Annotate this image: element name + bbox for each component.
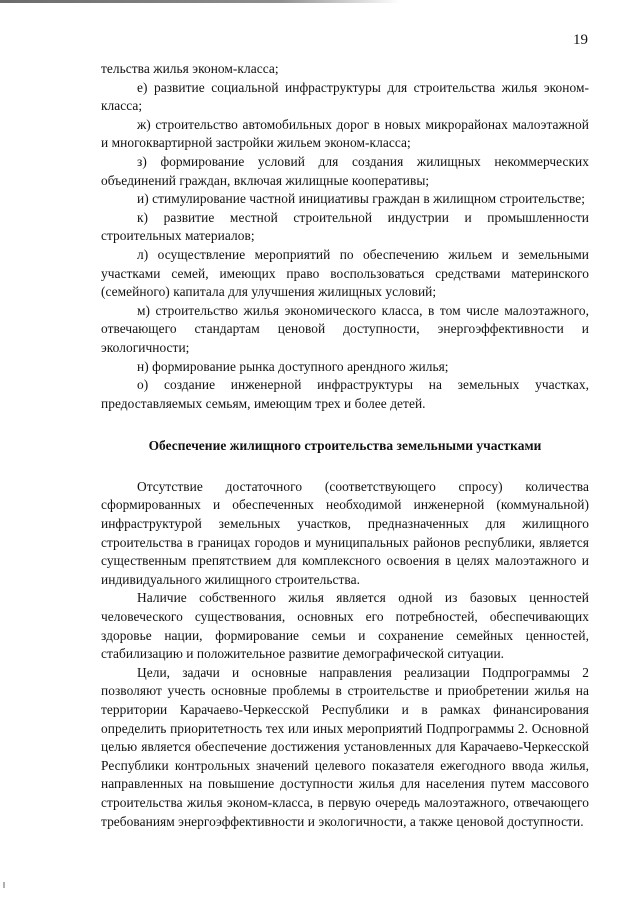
list-item-n: н) формирование рынка доступного арендного жилья;	[137, 358, 449, 374]
paragraph-goals: Цели, задачи и основные направления реализации Подпрограммы 2 позволяют учесть основные проблемы в строительстве и приобретении жилья на территории Карачаево-Черкесской Республики и в рамках финансирования определить приоритетность тех или иных мероприятий Подпрограммы 2. Основной целью является обеспечение достижения установленных для Карачаево-Черкесской Республики контрольных значений целевого показателя ежегодного ввода жилья, направленных на повышение доступности жилья для населения путем массового строительства жилья эконом-класса, в первую очередь малоэтажного, отвечающего требованиям энергоэффективности и экологичности, а также ценовой доступности.	[101, 664, 589, 829]
list-item-zh: ж) строительство автомобильных дорог в новых микрорайонах малоэтажной и многоквартирной застройки жильем эконом-класса;	[101, 116, 589, 151]
paragraph-housing-value: Наличие собственного жилья является одной из базовых ценностей человеческого существования, основных его потребностей, обеспечивающих здоровье нации, формирование семьи и сохранение семейных ценностей, стабилизацию и положительное развитие демографической ситуации.	[101, 590, 589, 662]
list-item-l: л) осуществление мероприятий по обеспечению жильем и земельными участками семей, имеющих право воспользоваться средствами материнского (семейного) капитала для улучшения жилищных условий;	[101, 246, 589, 300]
scan-edge-line	[0, 0, 400, 3]
section-heading: Обеспечение жилищного строительства земельными участками	[148, 438, 542, 454]
page-number: 19	[573, 32, 588, 48]
document-body	[101, 60, 589, 831]
list-item-i: и) стимулирование частной инициативы граждан в жилищном строительстве;	[137, 191, 586, 207]
list-item-k: к) развитие местной строительной индустрии и промышленности строительных материалов;	[101, 209, 589, 244]
list-item-o: о) создание инженерной инфраструктуры на земельных участках, предоставляемых семьям, имеющим трех и более детей.	[101, 377, 589, 411]
list-item-e: е) развитие социальной инфраструктуры для строительства жилья эконом-класса;	[101, 79, 589, 114]
paragraph-land-shortage: Отсутствие достаточного (соответствующего спросу) количества сформированных и обеспеченных необходимой инженерной (коммунальной) инфраструктурой земельных участков, предназначенных для жилищного строительства в границах городов и муниципальных районов республики, является существенным препятствием для комплексного освоения в целях малоэтажного и индивидуального жилищного строительства.	[101, 478, 589, 587]
list-item-m: м) строительство жилья экономического класса, в том числе малоэтажного, отвечающего стандартам ценовой доступности, энергоэффективности и экологичности;	[101, 302, 589, 355]
list-item-z: з) формирование условий для создания жилищных некоммерческих объединений граждан, включая жилищные кооперативы;	[101, 153, 589, 188]
list-item-continuation: тельства жилья эконом-класса;	[101, 61, 279, 76]
scan-margin-mark	[3, 882, 5, 888]
